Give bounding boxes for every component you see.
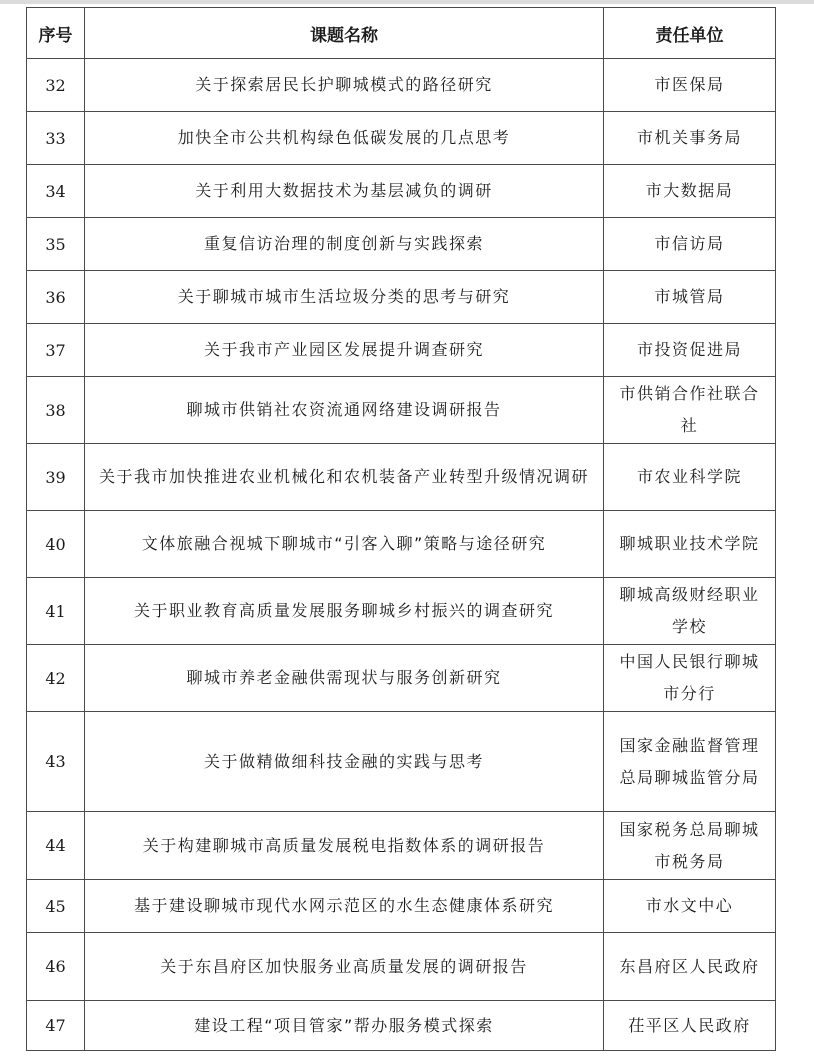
row-number: 42 bbox=[27, 645, 85, 712]
table-row bbox=[27, 112, 776, 165]
row-title: 关于构建聊城市高质量发展税电指数体系的调研报告 bbox=[85, 812, 604, 880]
row-title: 文体旅融合视城下聊城市“引客入聊”策略与途径研究 bbox=[85, 511, 604, 578]
table-row bbox=[27, 218, 776, 271]
row-title: 关于聊城市城市生活垃圾分类的思考与研究 bbox=[85, 271, 604, 324]
row-number: 38 bbox=[27, 377, 85, 444]
row-number: 33 bbox=[27, 112, 85, 165]
row-title: 关于探索居民长护聊城模式的路径研究 bbox=[85, 59, 604, 112]
row-title: 聊城市供销社农资流通网络建设调研报告 bbox=[85, 377, 604, 444]
row-unit: 市投资促进局 bbox=[604, 324, 776, 377]
row-unit: 市医保局 bbox=[604, 59, 776, 112]
row-unit: 茌平区人民政府 bbox=[604, 1001, 776, 1051]
top-border bbox=[0, 0, 814, 4]
row-title: 重复信访治理的制度创新与实践探索 bbox=[85, 218, 604, 271]
row-title: 关于我市加快推进农业机械化和农机装备产业转型升级情况调研 bbox=[85, 444, 604, 511]
row-number: 44 bbox=[27, 812, 85, 880]
row-unit: 国家金融监督管理总局聊城监管分局 bbox=[604, 712, 776, 812]
row-title: 关于利用大数据技术为基层减负的调研 bbox=[85, 165, 604, 218]
row-unit: 市机关事务局 bbox=[604, 112, 776, 165]
research-topics-table bbox=[26, 7, 776, 1051]
table-row bbox=[27, 812, 776, 880]
row-title: 建设工程“项目管家”帮办服务模式探索 bbox=[85, 1001, 604, 1051]
row-number: 37 bbox=[27, 324, 85, 377]
row-unit: 国家税务总局聊城市税务局 bbox=[604, 812, 776, 880]
row-number: 32 bbox=[27, 59, 85, 112]
row-unit: 市信访局 bbox=[604, 218, 776, 271]
row-title: 关于东昌府区加快服务业高质量发展的调研报告 bbox=[85, 933, 604, 1001]
row-unit: 市大数据局 bbox=[604, 165, 776, 218]
table-row bbox=[27, 59, 776, 112]
header-responsible-unit: 责任单位 bbox=[604, 8, 776, 59]
row-title: 关于我市产业园区发展提升调查研究 bbox=[85, 324, 604, 377]
table-row bbox=[27, 933, 776, 1001]
row-unit: 市供销合作社联合社 bbox=[604, 377, 776, 444]
row-unit: 东昌府区人民政府 bbox=[604, 933, 776, 1001]
table-row bbox=[27, 271, 776, 324]
table-row bbox=[27, 880, 776, 933]
row-title: 加快全市公共机构绿色低碳发展的几点思考 bbox=[85, 112, 604, 165]
row-number: 47 bbox=[27, 1001, 85, 1051]
row-unit: 市城管局 bbox=[604, 271, 776, 324]
row-title: 聊城市养老金融供需现状与服务创新研究 bbox=[85, 645, 604, 712]
row-unit: 中国人民银行聊城市分行 bbox=[604, 645, 776, 712]
table-row bbox=[27, 511, 776, 578]
row-title: 关于职业教育高质量发展服务聊城乡村振兴的调查研究 bbox=[85, 578, 604, 645]
header-topic-title: 课题名称 bbox=[85, 8, 604, 59]
row-number: 41 bbox=[27, 578, 85, 645]
table-row bbox=[27, 645, 776, 712]
row-number: 40 bbox=[27, 511, 85, 578]
row-unit: 市农业科学院 bbox=[604, 444, 776, 511]
row-number: 46 bbox=[27, 933, 85, 1001]
table-row bbox=[27, 377, 776, 444]
row-number: 43 bbox=[27, 712, 85, 812]
header-number: 序号 bbox=[27, 8, 85, 59]
row-title: 基于建设聊城市现代水网示范区的水生态健康体系研究 bbox=[85, 880, 604, 933]
row-unit: 市水文中心 bbox=[604, 880, 776, 933]
table-row bbox=[27, 444, 776, 511]
table-row bbox=[27, 324, 776, 377]
table-row bbox=[27, 712, 776, 812]
table-header-row bbox=[27, 8, 776, 59]
row-number: 39 bbox=[27, 444, 85, 511]
row-unit: 聊城职业技术学院 bbox=[604, 511, 776, 578]
row-title: 关于做精做细科技金融的实践与思考 bbox=[85, 712, 604, 812]
row-number: 34 bbox=[27, 165, 85, 218]
table-row bbox=[27, 1001, 776, 1051]
row-unit: 聊城高级财经职业学校 bbox=[604, 578, 776, 645]
table-row bbox=[27, 578, 776, 645]
row-number: 35 bbox=[27, 218, 85, 271]
row-number: 45 bbox=[27, 880, 85, 933]
row-number: 36 bbox=[27, 271, 85, 324]
table-row bbox=[27, 165, 776, 218]
